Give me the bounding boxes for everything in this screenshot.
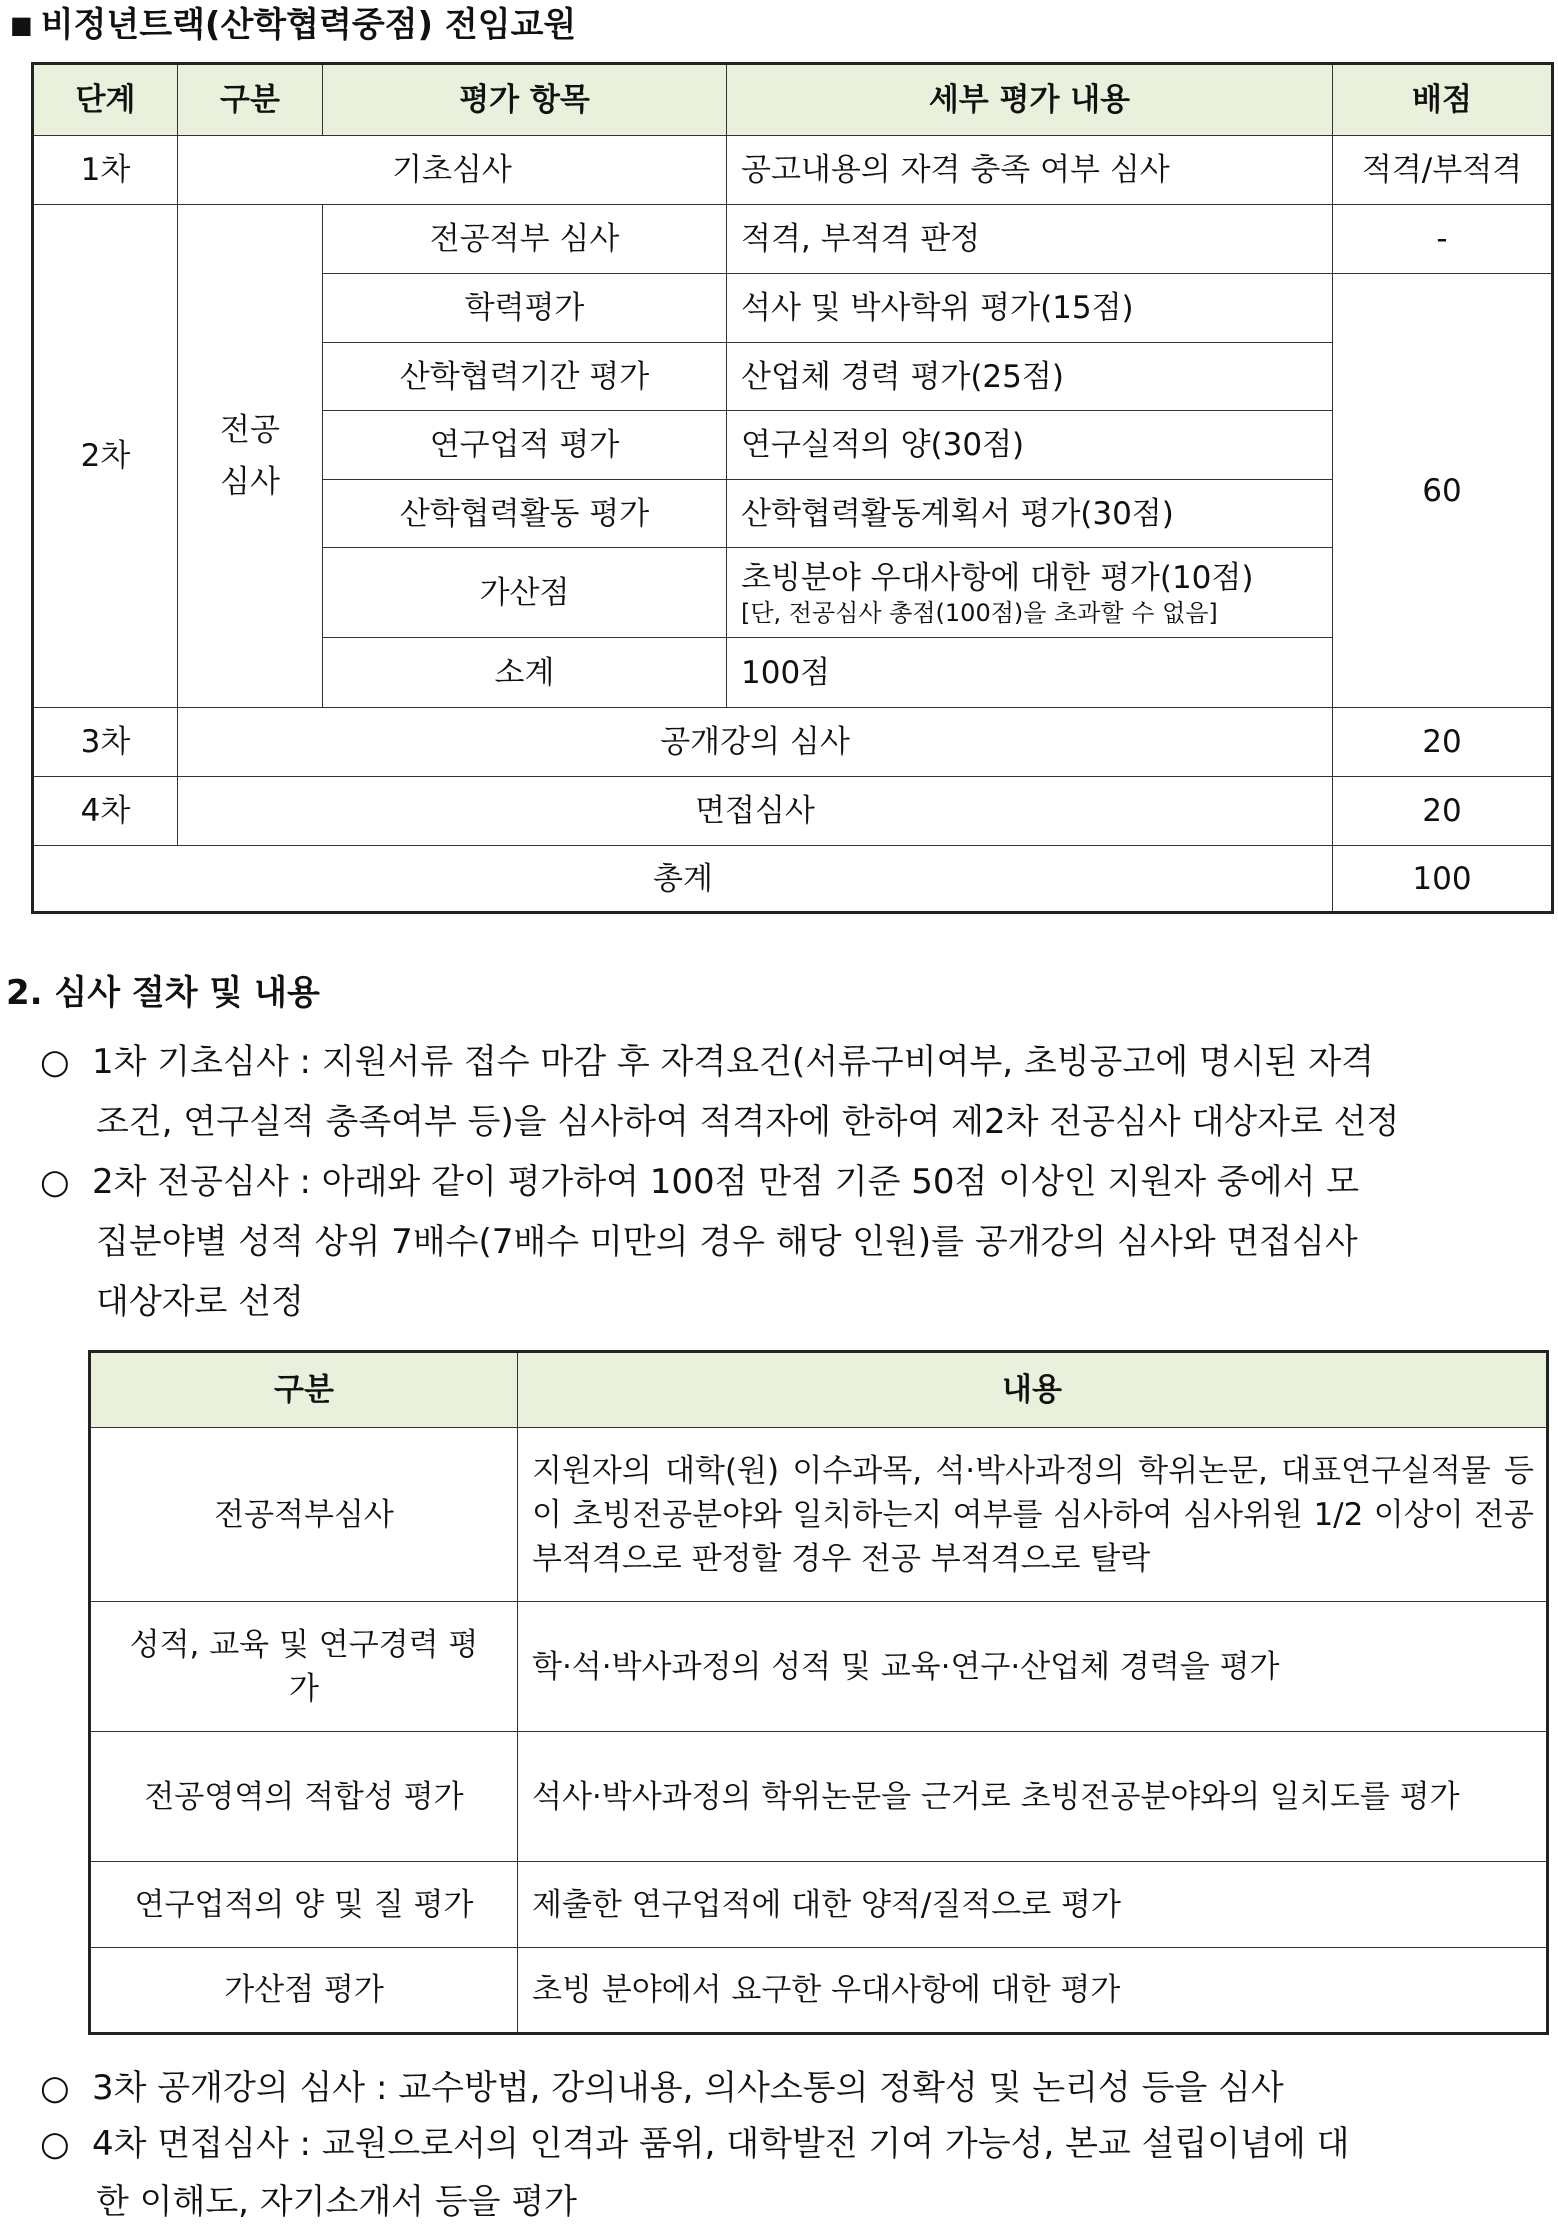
header-score: 배점 bbox=[1333, 64, 1553, 136]
square-bullet-icon: ■ bbox=[10, 11, 33, 39]
section-title: ■ 비정년트랙(산학협력중점) 전임교원 bbox=[10, 5, 577, 45]
stage-cell: 4차 bbox=[33, 777, 178, 846]
item-cell: 학력평가 bbox=[323, 274, 727, 343]
table-row bbox=[90, 1428, 1548, 1602]
header-stage: 단계 bbox=[33, 64, 178, 136]
circle-bullet-icon: ○ bbox=[40, 1042, 70, 1082]
paragraph-line: 조건, 연구실적 충족여부 등)을 심사하여 적격자에 한하여 제2차 전공심사 대상자로 선정 bbox=[96, 1102, 1400, 1142]
paragraph-line: 집분야별 성적 상위 7배수(7배수 미만의 경우 해당 인원)를 공개강의 심사와 면접심사 bbox=[96, 1222, 1358, 1262]
table-row bbox=[90, 1732, 1548, 1862]
row-content: 초빙 분야에서 요구한 우대사항에 대한 평가 bbox=[518, 1948, 1548, 2034]
table-header-row bbox=[33, 64, 1553, 136]
circle-bullet-icon: ○ bbox=[40, 2124, 70, 2164]
item-cell: 기초심사 bbox=[178, 136, 727, 205]
stage-cell: 2차 bbox=[33, 205, 178, 708]
score-cell: 60 bbox=[1333, 274, 1553, 708]
item-cell: 가산점 bbox=[323, 548, 727, 638]
detail-cell bbox=[727, 548, 1333, 638]
detail-cell: 적격, 부적격 판정 bbox=[727, 205, 1333, 274]
paragraph-stage3: ○ 3차 공개강의 심사 : 교수방법, 강의내용, 의사소통의 정확성 및 논리성 등을 심사 bbox=[40, 2058, 1284, 2118]
table-row bbox=[90, 1948, 1548, 2034]
paragraph-line: 대상자로 선정 bbox=[96, 1282, 304, 1322]
total-label: 총계 bbox=[33, 846, 1333, 913]
header-category: 구분 bbox=[178, 64, 323, 136]
total-row bbox=[33, 846, 1553, 913]
item-cell: 소계 bbox=[323, 638, 727, 708]
detail-cell: 석사 및 박사학위 평가(15점) bbox=[727, 274, 1333, 343]
row-label: 연구업적의 양 및 질 평가 bbox=[90, 1862, 518, 1948]
table-row bbox=[33, 777, 1553, 846]
item-cell: 공개강의 심사 bbox=[178, 708, 1333, 777]
header-content: 내용 bbox=[518, 1352, 1548, 1428]
row-content: 석사·박사과정의 학위논문을 근거로 초빙전공분야와의 일치도를 평가 bbox=[518, 1732, 1548, 1862]
paragraph-stage2: ○ 2차 전공심사 : 아래와 같이 평가하여 100점 만점 기준 50점 이상인 지원자 중에서 모 bbox=[40, 1152, 1359, 1212]
score-cell: 적격/부적격 bbox=[1333, 136, 1553, 205]
detail-cell: 연구실적의 양(30점) bbox=[727, 411, 1333, 480]
table-row bbox=[90, 1602, 1548, 1732]
table-header-row bbox=[90, 1352, 1548, 1428]
circle-bullet-icon: ○ bbox=[40, 1162, 70, 1202]
table-row bbox=[33, 136, 1553, 205]
row-content: 제출한 연구업적에 대한 양적/질적으로 평가 bbox=[518, 1862, 1548, 1948]
detail-note: [단, 전공심사 총점(100점)을 초과할 수 없음] bbox=[741, 598, 1218, 627]
row-content: 지원자의 대학(원) 이수과목, 석·박사과정의 학위논문, 대표연구실적물 등이 초빙전공분야와 일치하는지 여부를 심사하여 심사위원 1/2 이상이 전공 부적격으로 판정할 경우 전공 부적격으로 탈락 bbox=[518, 1428, 1548, 1602]
item-cell: 산학협력활동 평가 bbox=[323, 480, 727, 548]
row-label: 성적, 교육 및 연구경력 평가 bbox=[90, 1602, 518, 1732]
detail-cell: 100점 bbox=[727, 638, 1333, 708]
row-label: 전공적부심사 bbox=[90, 1428, 518, 1602]
paragraph-line: 한 이해도, 자기소개서 등을 평가 bbox=[96, 2182, 578, 2222]
stage-cell: 1차 bbox=[33, 136, 178, 205]
detail-cell: 산학협력활동계획서 평가(30점) bbox=[727, 480, 1333, 548]
header-item: 평가 항목 bbox=[323, 64, 727, 136]
table-row bbox=[33, 708, 1553, 777]
detail-cell: 공고내용의 자격 충족 여부 심사 bbox=[727, 136, 1333, 205]
item-cell: 면접심사 bbox=[178, 777, 1333, 846]
row-label: 전공영역의 적합성 평가 bbox=[90, 1732, 518, 1862]
detail-main: 초빙분야 우대사항에 대한 평가(10점) bbox=[741, 559, 1254, 596]
total-score: 100 bbox=[1333, 846, 1553, 913]
evaluation-table bbox=[31, 62, 1554, 914]
header-detail: 세부 평가 내용 bbox=[727, 64, 1333, 136]
item-cell: 연구업적 평가 bbox=[323, 411, 727, 480]
detail-cell: 산업체 경력 평가(25점) bbox=[727, 343, 1333, 411]
section-heading: 2. 심사 절차 및 내용 bbox=[6, 973, 320, 1013]
row-label: 가산점 평가 bbox=[90, 1948, 518, 2034]
score-cell: 20 bbox=[1333, 777, 1553, 846]
item-cell: 산학협력기간 평가 bbox=[323, 343, 727, 411]
paragraph-stage1: ○ 1차 기초심사 : 지원서류 접수 마감 후 자격요건(서류구비여부, 초빙공고에 명시된 자격 bbox=[40, 1032, 1374, 1092]
stage-cell: 3차 bbox=[33, 708, 178, 777]
screening-detail-table bbox=[88, 1350, 1549, 2035]
category-cell: 전공 심사 bbox=[178, 205, 323, 708]
header-category: 구분 bbox=[90, 1352, 518, 1428]
row-content: 학·석·박사과정의 성적 및 교육·연구·산업체 경력을 평가 bbox=[518, 1602, 1548, 1732]
score-cell: - bbox=[1333, 205, 1553, 274]
table-row bbox=[90, 1862, 1548, 1948]
table-row bbox=[33, 205, 1553, 274]
circle-bullet-icon: ○ bbox=[40, 2068, 70, 2108]
paragraph-stage4: ○ 4차 면접심사 : 교원으로서의 인격과 품위, 대학발전 기여 가능성, 본교 설립이념에 대 bbox=[40, 2114, 1349, 2174]
score-cell: 20 bbox=[1333, 708, 1553, 777]
item-cell: 전공적부 심사 bbox=[323, 205, 727, 274]
